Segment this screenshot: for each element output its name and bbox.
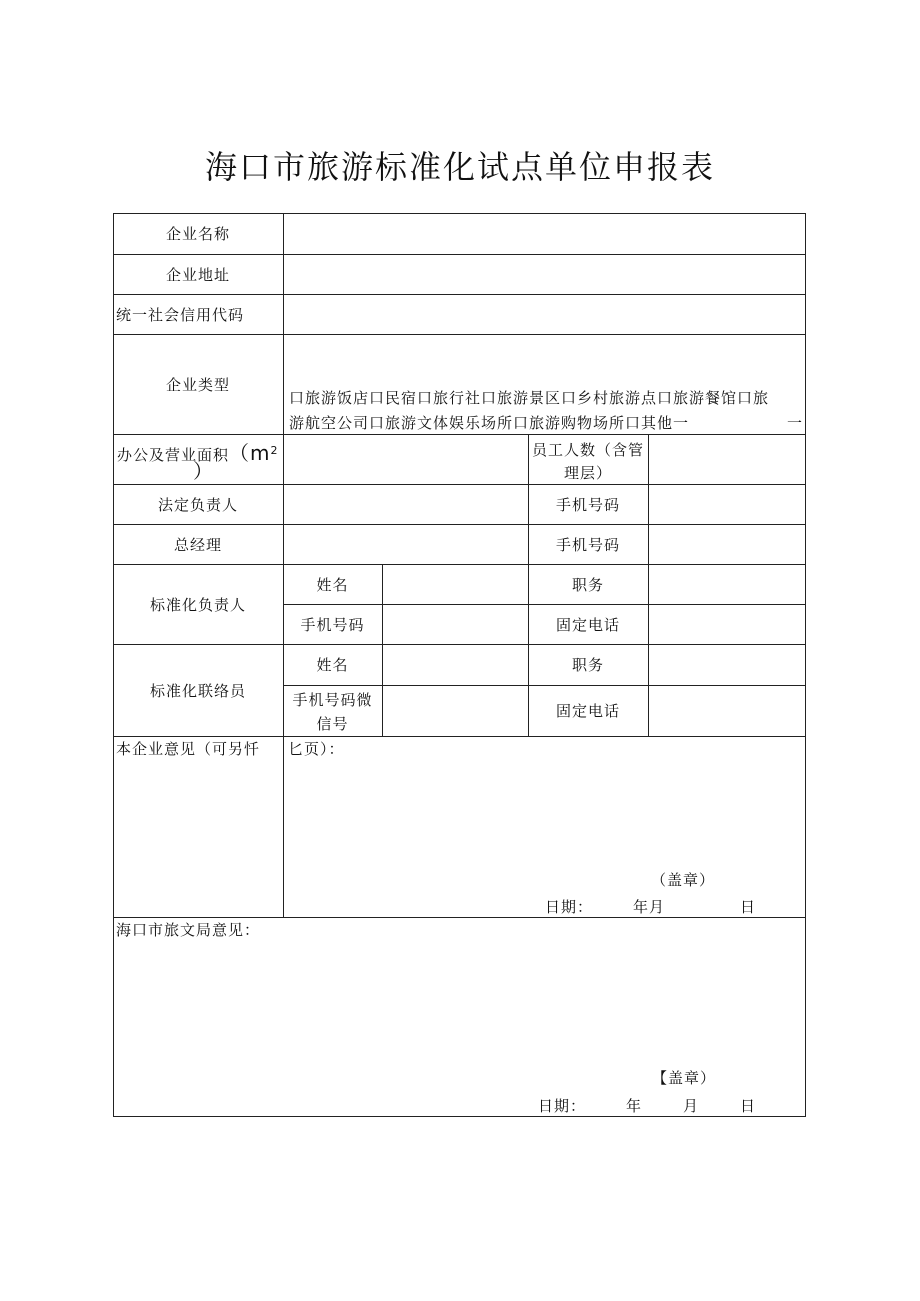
bureau-date-label: 日期： xyxy=(538,1097,587,1115)
legal-rep-mobile-label: 手机号码 xyxy=(555,496,620,514)
company-opinion-label: 本企业意见（可另忏 xyxy=(116,740,261,758)
company-date-year-month: 年月 xyxy=(633,898,666,916)
page-title: 海口市旅游标准化试点单位申报表 xyxy=(204,148,715,186)
office-area-label-text: 办公及营业面积 xyxy=(117,446,230,464)
std-leader-position-field[interactable] xyxy=(649,565,805,604)
company-type-options-line2[interactable]: 游航空公司口旅游文体娱乐场所口旅游购物场所口其他一 xyxy=(289,414,690,432)
staff-count-label-line2: 理层） xyxy=(563,464,612,482)
bureau-date-year: 年 xyxy=(626,1097,643,1115)
table-rule xyxy=(113,917,806,918)
company-date-label: 日期： xyxy=(545,898,594,916)
general-manager-label: 总经理 xyxy=(173,536,222,554)
company-type-other-blank-end: 一 xyxy=(787,414,804,432)
std-liaison-mobile-wechat-label-line2: 信号 xyxy=(316,715,349,733)
std-liaison-position-field[interactable] xyxy=(649,645,805,685)
std-leader-name-field[interactable] xyxy=(383,565,528,604)
office-area-unit-sup: 2 xyxy=(270,444,279,457)
company-name-field[interactable] xyxy=(284,214,805,254)
std-leader-name-label: 姓名 xyxy=(316,576,349,594)
std-liaison-position-label: 职务 xyxy=(571,656,604,674)
general-manager-mobile-label: 手机号码 xyxy=(555,536,620,554)
std-leader-mobile-label: 手机号码 xyxy=(300,616,365,634)
std-liaison-landline-field[interactable] xyxy=(649,686,805,736)
table-border-right xyxy=(805,213,806,1117)
company-opinion-field[interactable] xyxy=(284,760,805,870)
std-leader-mobile-field[interactable] xyxy=(383,605,528,644)
office-area-paren-close: ） xyxy=(193,459,214,483)
general-manager-mobile-field[interactable] xyxy=(649,525,805,564)
table-border-bottom xyxy=(113,1116,806,1117)
company-seal-label: （盖章） xyxy=(651,871,716,889)
company-date-day: 日 xyxy=(740,898,757,916)
company-opinion-label-cont: 匕页）： xyxy=(288,740,345,758)
std-liaison-name-field[interactable] xyxy=(383,645,528,685)
legal-rep-field[interactable] xyxy=(284,485,528,524)
office-area-unit: m xyxy=(250,441,271,465)
company-type-label: 企业类型 xyxy=(165,376,230,394)
bureau-date-month: 月 xyxy=(683,1097,700,1115)
office-area-paren-open: （ xyxy=(229,441,251,465)
staff-count-label-line1: 员工人数（含管 xyxy=(532,441,645,459)
office-area-field[interactable] xyxy=(284,435,528,484)
staff-count-field[interactable] xyxy=(649,435,805,484)
legal-rep-label: 法定负责人 xyxy=(157,496,238,514)
table-rule xyxy=(113,334,806,335)
std-liaison-mobile-wechat-field[interactable] xyxy=(383,686,528,736)
legal-rep-mobile-field[interactable] xyxy=(649,485,805,524)
company-address-field[interactable] xyxy=(284,255,805,294)
std-leader-label: 标准化负责人 xyxy=(149,596,246,614)
credit-code-label: 统一社会信用代码 xyxy=(116,306,245,324)
bureau-date-day: 日 xyxy=(740,1097,757,1115)
table-rule xyxy=(113,736,806,737)
std-liaison-mobile-wechat-label-line1: 手机号码微 xyxy=(292,691,373,709)
bureau-seal-label: 【盖章） xyxy=(652,1069,717,1087)
std-liaison-landline-label: 固定电话 xyxy=(555,702,620,720)
general-manager-field[interactable] xyxy=(284,525,528,564)
std-leader-position-label: 职务 xyxy=(571,576,604,594)
std-leader-landline-label: 固定电话 xyxy=(555,616,620,634)
bureau-opinion-field[interactable] xyxy=(114,944,805,1059)
std-leader-landline-field[interactable] xyxy=(649,605,805,644)
company-address-label: 企业地址 xyxy=(165,266,230,284)
credit-code-field[interactable] xyxy=(284,295,805,334)
company-type-options-line1[interactable]: 口旅游饭店口民宿口旅行社口旅游景区口乡村旅游点口旅游餐馆口旅 xyxy=(289,389,770,407)
std-liaison-label: 标准化联络员 xyxy=(149,682,246,700)
company-name-label: 企业名称 xyxy=(165,225,230,243)
bureau-opinion-label: 海口市旅文局意见： xyxy=(116,921,261,939)
std-liaison-name-label: 姓名 xyxy=(316,656,349,674)
